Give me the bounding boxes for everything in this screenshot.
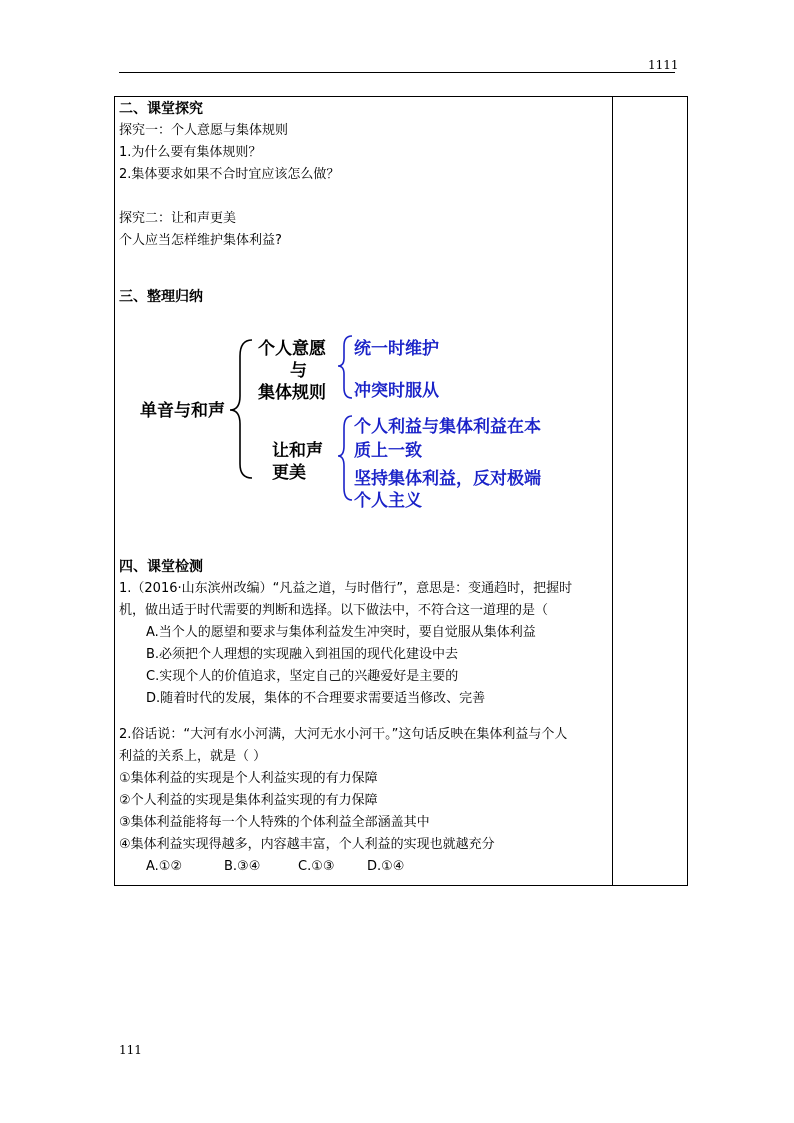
- header-page-number: 1111: [648, 58, 679, 72]
- summary-diagram: [140, 328, 580, 518]
- test-q2-statement-2: ②个人利益的实现是集体利益实现的有力保障: [119, 793, 378, 808]
- explore-1-title: 探究一：个人意愿与集体规则: [119, 123, 289, 138]
- diagram-root: 单音与和声: [140, 401, 225, 421]
- test-q2-option-d: D.①④: [367, 859, 405, 874]
- test-q2-line2: 利益的关系上，就是（ ）: [119, 749, 267, 764]
- question-2: 2.集体要求如果不合时宜应该怎么做？: [119, 167, 340, 182]
- branch-1-item-1: 统一时维护: [354, 339, 439, 359]
- branch-2-item-1-line1: 个人利益与集体利益在本: [354, 417, 541, 437]
- branch-2-item-1-line2: 质上一致: [354, 441, 422, 461]
- test-q2-option-c: C.①③: [298, 859, 335, 874]
- branch-1-line3: 集体规则: [258, 383, 326, 403]
- section-3-title: 三、整理归纳: [119, 289, 203, 305]
- main-brace: [230, 340, 252, 478]
- test-q1-option-d: D.随着时代的发展，集体的不合理要求需要适当修改、完善: [146, 691, 486, 706]
- test-q1-option-c: C.实现个人的价值追求，坚定自己的兴趣爱好是主要的: [146, 669, 459, 684]
- test-q1-line1: 1.（2016·山东滨州改编）“凡益之道，与时偕行”，意思是：变通趋时，把握时: [119, 581, 573, 596]
- table-column-divider: [612, 96, 613, 886]
- test-q1-option-b: B.必须把个人理想的实现融入到祖国的现代化建设中去: [146, 647, 459, 662]
- branch-2-line2: 更美: [272, 463, 306, 483]
- branch-1-line1: 个人意愿: [258, 339, 326, 359]
- question-1: 1.为什么要有集体规则？: [119, 145, 262, 160]
- test-q1-option-a: A.当个人的愿望和要求与集体利益发生冲突时，要自觉服从集体利益: [146, 625, 536, 640]
- header-rule: [119, 72, 675, 73]
- test-q2-statement-3: ③集体利益能将每一个人特殊的个体利益全部涵盖其中: [119, 815, 430, 830]
- upper-brace: [338, 336, 352, 398]
- footer-page-number: 111: [119, 1043, 142, 1057]
- test-q2-statement-1: ①集体利益的实现是个人利益实现的有力保障: [119, 771, 378, 786]
- lower-brace: [338, 416, 352, 500]
- section-4-title: 四、课堂检测: [119, 559, 203, 575]
- test-q2-line1: 2.俗话说：“大河有水小河满，大河无水小河干。”这句话反映在集体利益与个人: [119, 727, 568, 742]
- question-3: 个人应当怎样维护集体利益?: [119, 233, 282, 248]
- test-q1-line2: 机，做出适于时代需要的判断和选择。以下做法中，不符合这一道理的是（: [119, 603, 549, 618]
- test-q2-option-a: A.①②: [146, 859, 183, 874]
- branch-2-line1: 让和声: [272, 441, 323, 461]
- branch-1-line2: 与: [290, 361, 307, 381]
- branch-2-item-2-line2: 个人主义: [354, 491, 422, 511]
- branch-1-item-2: 冲突时服从: [354, 381, 439, 401]
- branch-2-item-2-line1: 坚持集体利益，反对极端: [354, 469, 541, 489]
- section-2-title: 二、课堂探究: [119, 101, 203, 117]
- explore-2-title: 探究二：让和声更美: [119, 211, 237, 226]
- test-q2-option-b: B.③④: [224, 859, 261, 874]
- test-q2-statement-4: ④集体利益实现得越多，内容越丰富，个人利益的实现也就越充分: [119, 837, 495, 852]
